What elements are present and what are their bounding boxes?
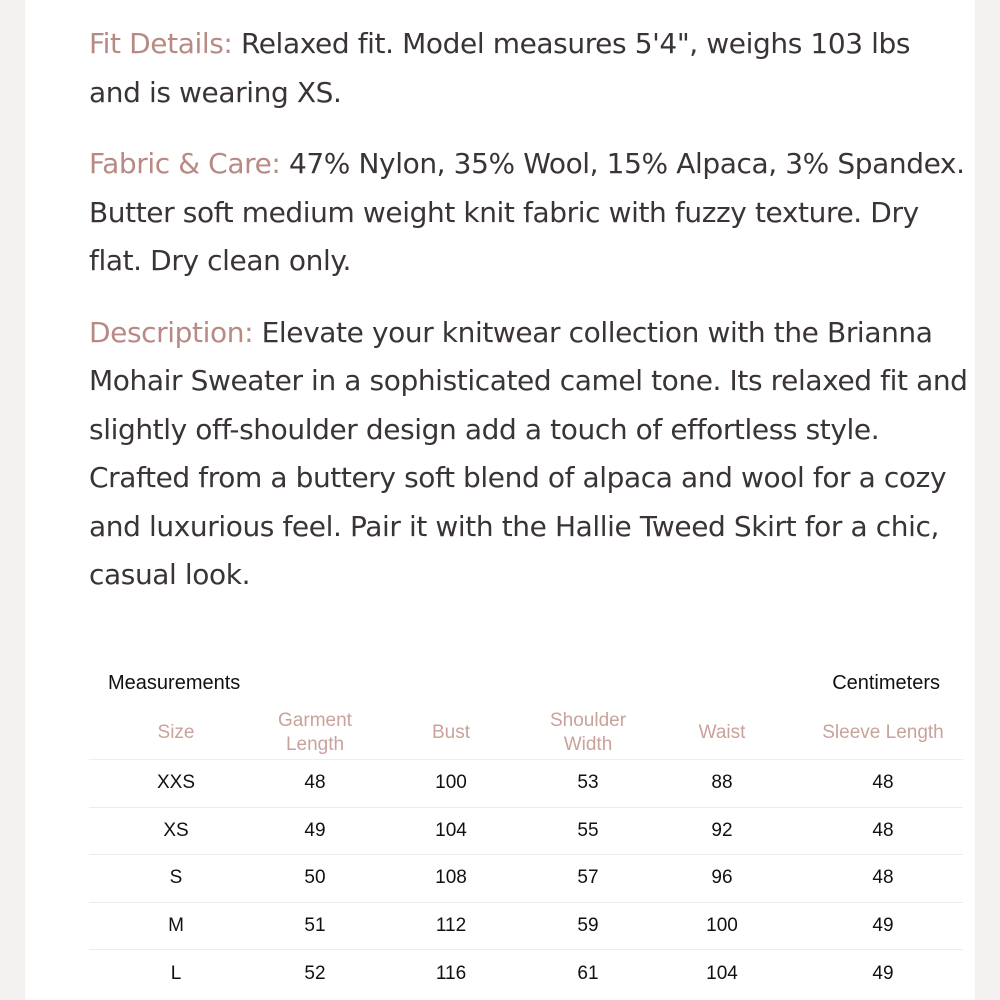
table-row: [89, 950, 963, 998]
shoulder-width-cell: 53: [577, 772, 599, 794]
table-header-row: [89, 706, 963, 760]
fabric-care-label: Fabric & Care:: [89, 147, 281, 180]
garment-length-cell: 52: [304, 962, 326, 984]
table-row: [89, 808, 963, 856]
sleeve-length-cell: 48: [872, 772, 894, 794]
waist-cell: 104: [706, 962, 738, 984]
fit-details: [89, 20, 969, 117]
header-waist: Waist: [698, 721, 746, 743]
product-details: [89, 20, 969, 623]
bust-cell: 100: [435, 772, 467, 794]
description-label: Description:: [89, 315, 254, 349]
measurements-header: [89, 672, 963, 706]
fabric-care-text: 47% Nylon, 35% Wool, 15% Alpaca, 3% Spandex. Butter soft medium weight knit fabric with fuzzy texture. Dry flat. Dry clean only.: [89, 147, 965, 277]
waist-cell: 96: [711, 867, 733, 889]
size-cell: XS: [163, 819, 189, 841]
measurements-title: Measurements: [108, 672, 241, 694]
fabric-care: [89, 140, 969, 286]
bust-cell: 108: [435, 867, 467, 889]
description: [89, 309, 969, 600]
sleeve-length-cell: 49: [872, 962, 894, 984]
shoulder-width-cell: 61: [577, 962, 599, 984]
bust-cell: 116: [435, 962, 467, 984]
header-size: Size: [157, 721, 195, 743]
shoulder-width-cell: 57: [577, 867, 599, 889]
size-cell: XXS: [156, 772, 196, 794]
table-body: [89, 760, 963, 998]
garment-length-cell: 50: [304, 867, 326, 889]
waist-cell: 92: [711, 819, 733, 841]
table-row: [89, 760, 963, 808]
product-page: [25, 0, 975, 1000]
sleeve-length-cell: 48: [872, 819, 894, 841]
table-row: [89, 903, 963, 951]
header-bust: Bust: [431, 721, 471, 743]
sleeve-length-cell: 48: [872, 867, 894, 889]
header-sleeve-length: Sleeve Length: [822, 721, 944, 743]
table-row: [89, 855, 963, 903]
fit-details-text: Relaxed fit. Model measures 5'4", weighs 103 lbs and is wearing XS.: [89, 27, 911, 109]
garment-length-cell: 49: [304, 819, 326, 841]
fit-details-label: Fit Details:: [89, 27, 233, 60]
shoulder-width-cell: 55: [577, 819, 599, 841]
size-cell: S: [169, 867, 183, 889]
bust-cell: 112: [435, 914, 467, 936]
bust-cell: 104: [435, 819, 467, 841]
description-text: Elevate your knitwear collection with the Brianna Mohair Sweater in a sophisticated camel tone. Its relaxed fit and slightly off-shoulder design add a touch of effortless style. Crafted from a buttery soft blend of alpaca and wool for a cozy and luxurious feel. Pair it with the Hallie Tweed Skirt for a chic, casual look.: [89, 315, 968, 591]
size-cell: L: [170, 962, 182, 984]
garment-length-cell: 48: [304, 772, 326, 794]
measurements-unit: Centimeters: [832, 672, 940, 694]
header-garment-length: Garment Length: [278, 709, 352, 755]
waist-cell: 88: [711, 772, 733, 794]
waist-cell: 100: [706, 914, 738, 936]
header-shoulder-width: Shoulder Width: [549, 709, 627, 755]
shoulder-width-cell: 59: [577, 914, 599, 936]
measurements-table: [89, 672, 963, 998]
garment-length-cell: 51: [304, 914, 326, 936]
sleeve-length-cell: 49: [872, 914, 894, 936]
size-cell: M: [168, 914, 184, 936]
